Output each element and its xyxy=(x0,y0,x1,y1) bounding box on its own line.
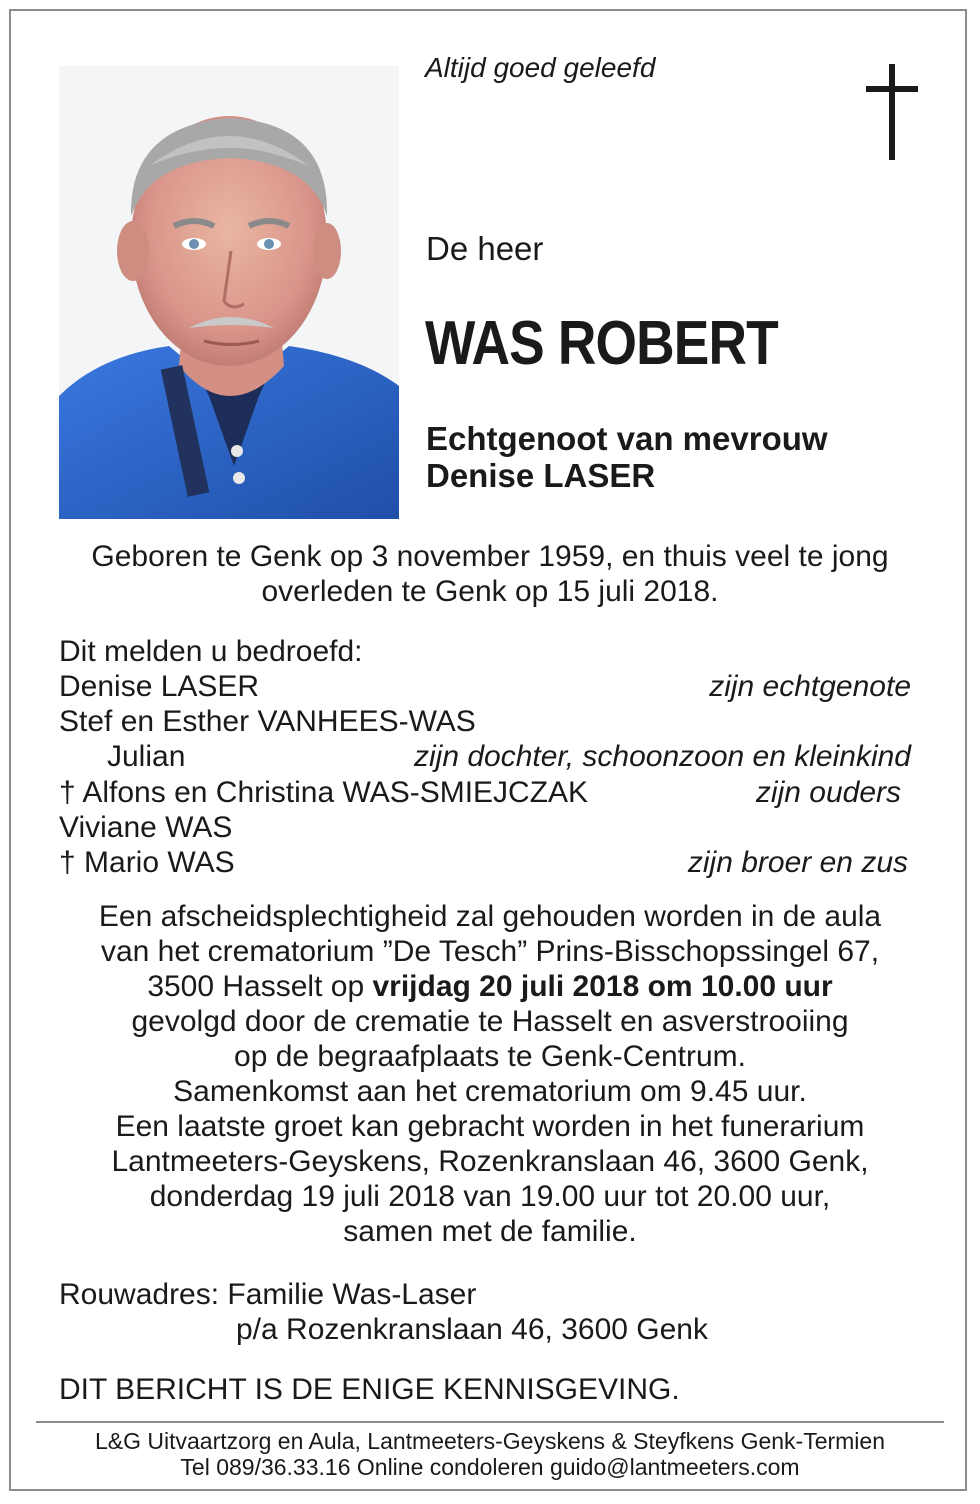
deceased-name: WAS ROBERT xyxy=(425,309,778,378)
mourning-address-label: Rouwadres: Familie Was-Laser xyxy=(59,1278,477,1311)
relative-row xyxy=(59,845,911,880)
relative-row xyxy=(59,810,911,845)
ceremony-line: donderdag 19 juli 2018 van 19.00 uur tot 20.00 uur, xyxy=(149,1180,831,1213)
notice-statement: DIT BERICHT IS DE ENIGE KENNISGEVING. xyxy=(59,1373,680,1406)
ceremony-line: Lantmeeters-Geyskens, Rozenkranslaan 46, 3600 Genk, xyxy=(111,1145,869,1178)
relative-name: Stef en Esther VANHEES-WAS xyxy=(59,705,476,738)
latin-cross-icon xyxy=(862,64,922,160)
relative-row xyxy=(59,669,911,704)
ceremony-line: Een afscheidsplechtigheid zal gehouden worden in de aula xyxy=(98,900,882,933)
birth-death-text xyxy=(40,539,940,609)
ceremony-line: gevolgd door de crematie te Hasselt en asverstrooiing xyxy=(131,1005,849,1038)
ceremony-line: van het crematorium ”De Tesch” Prins-Bisschopssingel 67, xyxy=(100,935,880,968)
ceremony-line: Samenkomst aan het crematorium om 9.45 uur. xyxy=(173,1075,807,1108)
honorific: De heer xyxy=(426,230,544,267)
relative-name: † Mario WAS xyxy=(59,846,235,879)
footer-line-1: L&G Uitvaartzorg en Aula, Lantmeeters-Geyskens & Steyfkens Genk-Termien xyxy=(94,1428,886,1454)
relatives-intro: Dit melden u bedroefd: xyxy=(59,635,363,668)
ceremony-line: samen met de familie. xyxy=(343,1215,637,1248)
motto: Altijd goed geleefd xyxy=(425,52,656,83)
mourning-address: p/a Rozenkranslaan 46, 3600 Genk xyxy=(236,1313,708,1346)
relative-row xyxy=(59,739,911,774)
footer-divider xyxy=(36,1421,944,1423)
ceremony-line: Een laatste groet kan gebracht worden in het funerarium xyxy=(115,1110,865,1143)
birth-line-1: Geboren te Genk op 3 november 1959, en thuis veel te jong xyxy=(91,540,889,573)
ceremony-date-line xyxy=(40,969,940,1004)
relative-relation: zijn echtgenote xyxy=(709,670,911,703)
birth-line-2: overleden te Genk op 15 juli 2018. xyxy=(261,575,719,608)
spouse-block xyxy=(426,420,828,494)
ceremony-line-prefix: 3500 Hasselt op xyxy=(147,970,373,1003)
spouse-line-2: Denise LASER xyxy=(426,457,656,494)
relative-name: † Alfons en Christina WAS-SMIEJCZAK xyxy=(59,776,589,809)
relative-name: Julian xyxy=(107,740,186,773)
ceremony-text xyxy=(40,899,940,1249)
ceremony-date: vrijdag 20 juli 2018 om 10.00 uur xyxy=(372,970,833,1003)
relative-name: Viviane WAS xyxy=(59,811,233,844)
relative-row xyxy=(59,775,911,810)
relative-relation: zijn broer en zus xyxy=(687,846,908,879)
ceremony-line: op de begraafplaats te Genk-Centrum. xyxy=(234,1040,746,1073)
relative-relation: zijn dochter, schoonzoon en kleinkind xyxy=(414,740,911,773)
portrait-photo xyxy=(59,66,399,519)
spouse-line-1: Echtgenoot van mevrouw xyxy=(426,420,828,457)
footer-line-2: Tel 089/36.33.16 Online condoleren guido@lantmeeters.com xyxy=(180,1454,800,1480)
relative-name: Denise LASER xyxy=(59,670,260,703)
relative-row xyxy=(59,704,911,739)
relative-relation: zijn ouders xyxy=(755,776,901,809)
